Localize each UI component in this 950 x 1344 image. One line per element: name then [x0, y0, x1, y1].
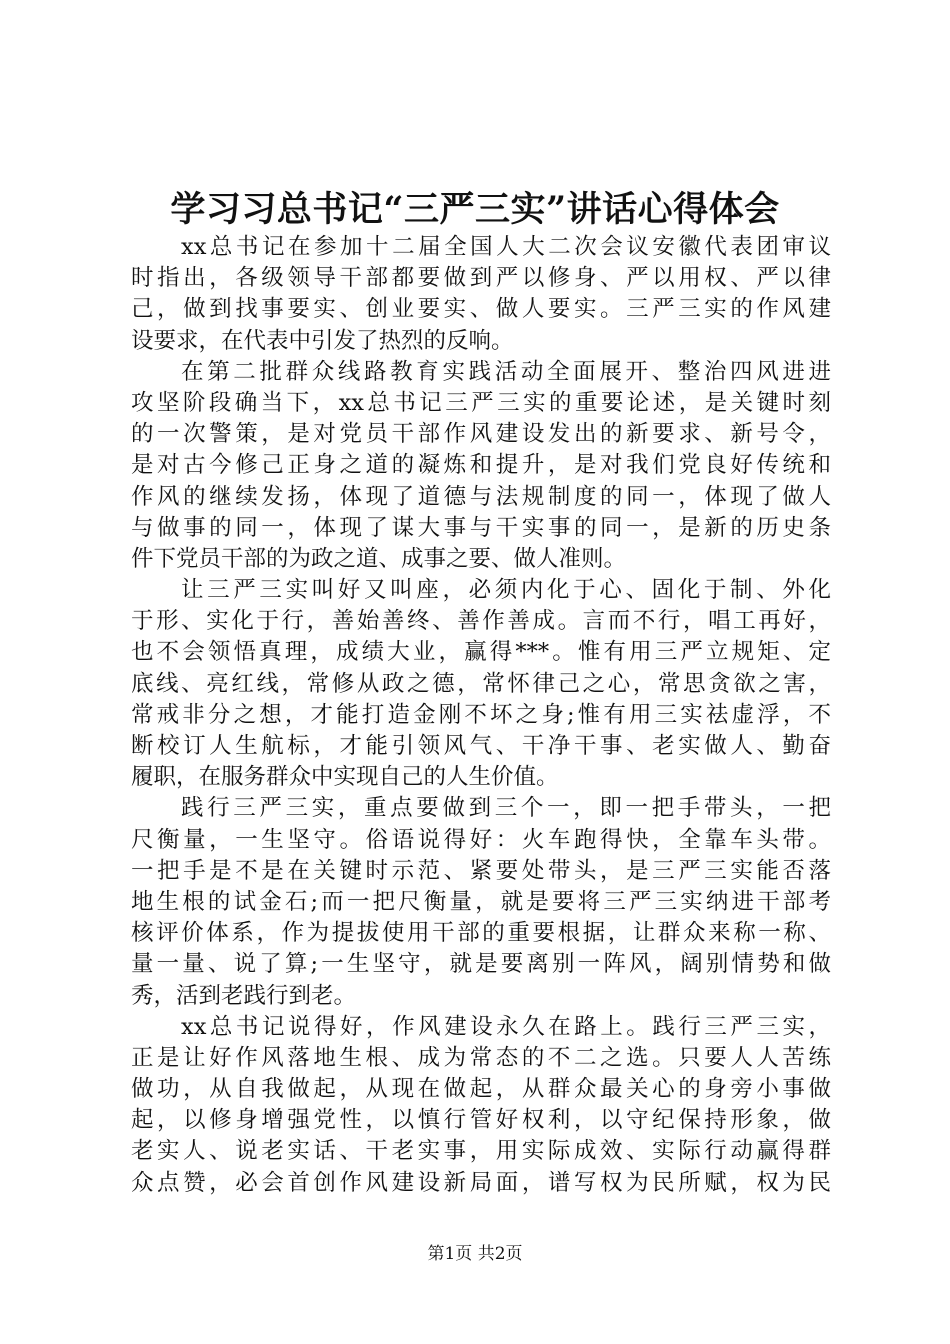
- paragraph-line: 做功，从自我做起，从现在做起，从群众最关心的身旁小事做: [131, 1076, 831, 1103]
- paragraph-line: 是对古今修己正身之道的凝炼和提升，是对我们党良好传统和: [131, 452, 831, 479]
- paragraph-line: 老实人、说老实话、干老实事，用实际成效、实际行动赢得群: [131, 1138, 831, 1165]
- paragraph-line: 践行三严三实，重点要做到三个一，即一把手带头，一把: [181, 795, 831, 822]
- paragraph-line: xx总书记在参加十二届全国人大二次会议安徽代表团审议: [181, 234, 831, 260]
- document-title: 学习习总书记“三严三实”讲话心得体会: [170, 189, 780, 230]
- paragraph-line: 攻坚阶段确当下，xx总书记三严三实的重要论述，是关键时刻: [131, 389, 831, 416]
- paragraph-line: 核评价体系，作为提拔使用干部的重要根据，让群众来称一称、: [131, 920, 831, 947]
- paragraph-line: 设要求，在代表中引发了热烈的反响。: [131, 327, 514, 354]
- paragraph-line: 尺衡量，一生坚守。俗语说得好：火车跑得快，全靠车头带。: [131, 826, 831, 853]
- paragraph-line: 时指出，各级领导干部都要做到严以修身、严以用权、严以律: [131, 265, 831, 292]
- paragraph-line: 的一次警策，是对党员干部作风建设发出的新要求、新号令，: [131, 421, 831, 448]
- paragraph-line: 起，以修身增强党性，以慎行管好权利，以守纪保持形象，做: [131, 1107, 831, 1134]
- paragraph-line: 一把手是不是在关键时示范、紧要处带头，是三严三实能否落: [131, 857, 831, 884]
- paragraph-line: 件下党员干部的为政之道、成事之要、做人准则。: [131, 545, 627, 572]
- paragraph: [131, 232, 831, 357]
- paragraph-line: 地生根的试金石;而一把尺衡量，就是要将三严三实纳进干部考: [131, 888, 831, 915]
- document-body: [131, 232, 831, 1199]
- paragraph: [131, 357, 831, 575]
- paragraph-line: 众点赞，必会首创作风建设新局面，谱写权为民所赋，权为民: [131, 1169, 831, 1196]
- paragraph: [131, 793, 831, 1011]
- paragraph-line: 与做事的同一，体现了谋大事与干实事的同一，是新的历史条: [131, 514, 831, 541]
- paragraph-line: 己，做到找事要实、创业要实、做人要实。三严三实的作风建: [131, 296, 831, 323]
- paragraph-line: 秀，活到老践行到老。: [131, 982, 357, 1009]
- paragraph-line: 作风的继续发扬，体现了道德与法规制度的同一，体现了做人: [131, 483, 831, 510]
- paragraph-line: 在第二批群众线路教育实践活动全面展开、整治四风进进: [181, 358, 831, 385]
- paragraph-line: 断校订人生航标，才能引领风气、干净干事、老实做人、勤奋: [131, 733, 831, 759]
- paragraph: [131, 575, 831, 793]
- paragraph-line: 也不会领悟真理，成绩大业，赢得***。惟有用三严立规矩、定: [131, 639, 831, 666]
- paragraph-line: 正是让好作风落地生根、成为常态的不二之选。只要人人苦练: [131, 1044, 831, 1071]
- page-footer: 第1页 共2页: [427, 1244, 523, 1264]
- paragraph-line: 于形、实化于行，善始善终、善作善成。言而不行，唱工再好，: [131, 608, 831, 635]
- paragraph-line: xx总书记说得好，作风建设永久在路上。践行三严三实，: [181, 1013, 831, 1040]
- paragraph: [131, 1012, 831, 1199]
- paragraph-line: 量一量、说了算;一生坚守，就是要离别一阵风，阔别情势和做: [131, 951, 831, 978]
- paragraph-line: 履职，在服务群众中实现自己的人生价值。: [131, 764, 559, 791]
- paragraph-line: 常戒非分之想，才能打造金刚不坏之身;惟有用三实祛虚浮，不: [131, 701, 831, 728]
- paragraph-line: 让三严三实叫好又叫座，必须内化于心、固化于制、外化: [181, 577, 831, 604]
- paragraph-line: 底线、亮红线，常修从政之德，常怀律己之心，常思贪欲之害，: [131, 670, 831, 697]
